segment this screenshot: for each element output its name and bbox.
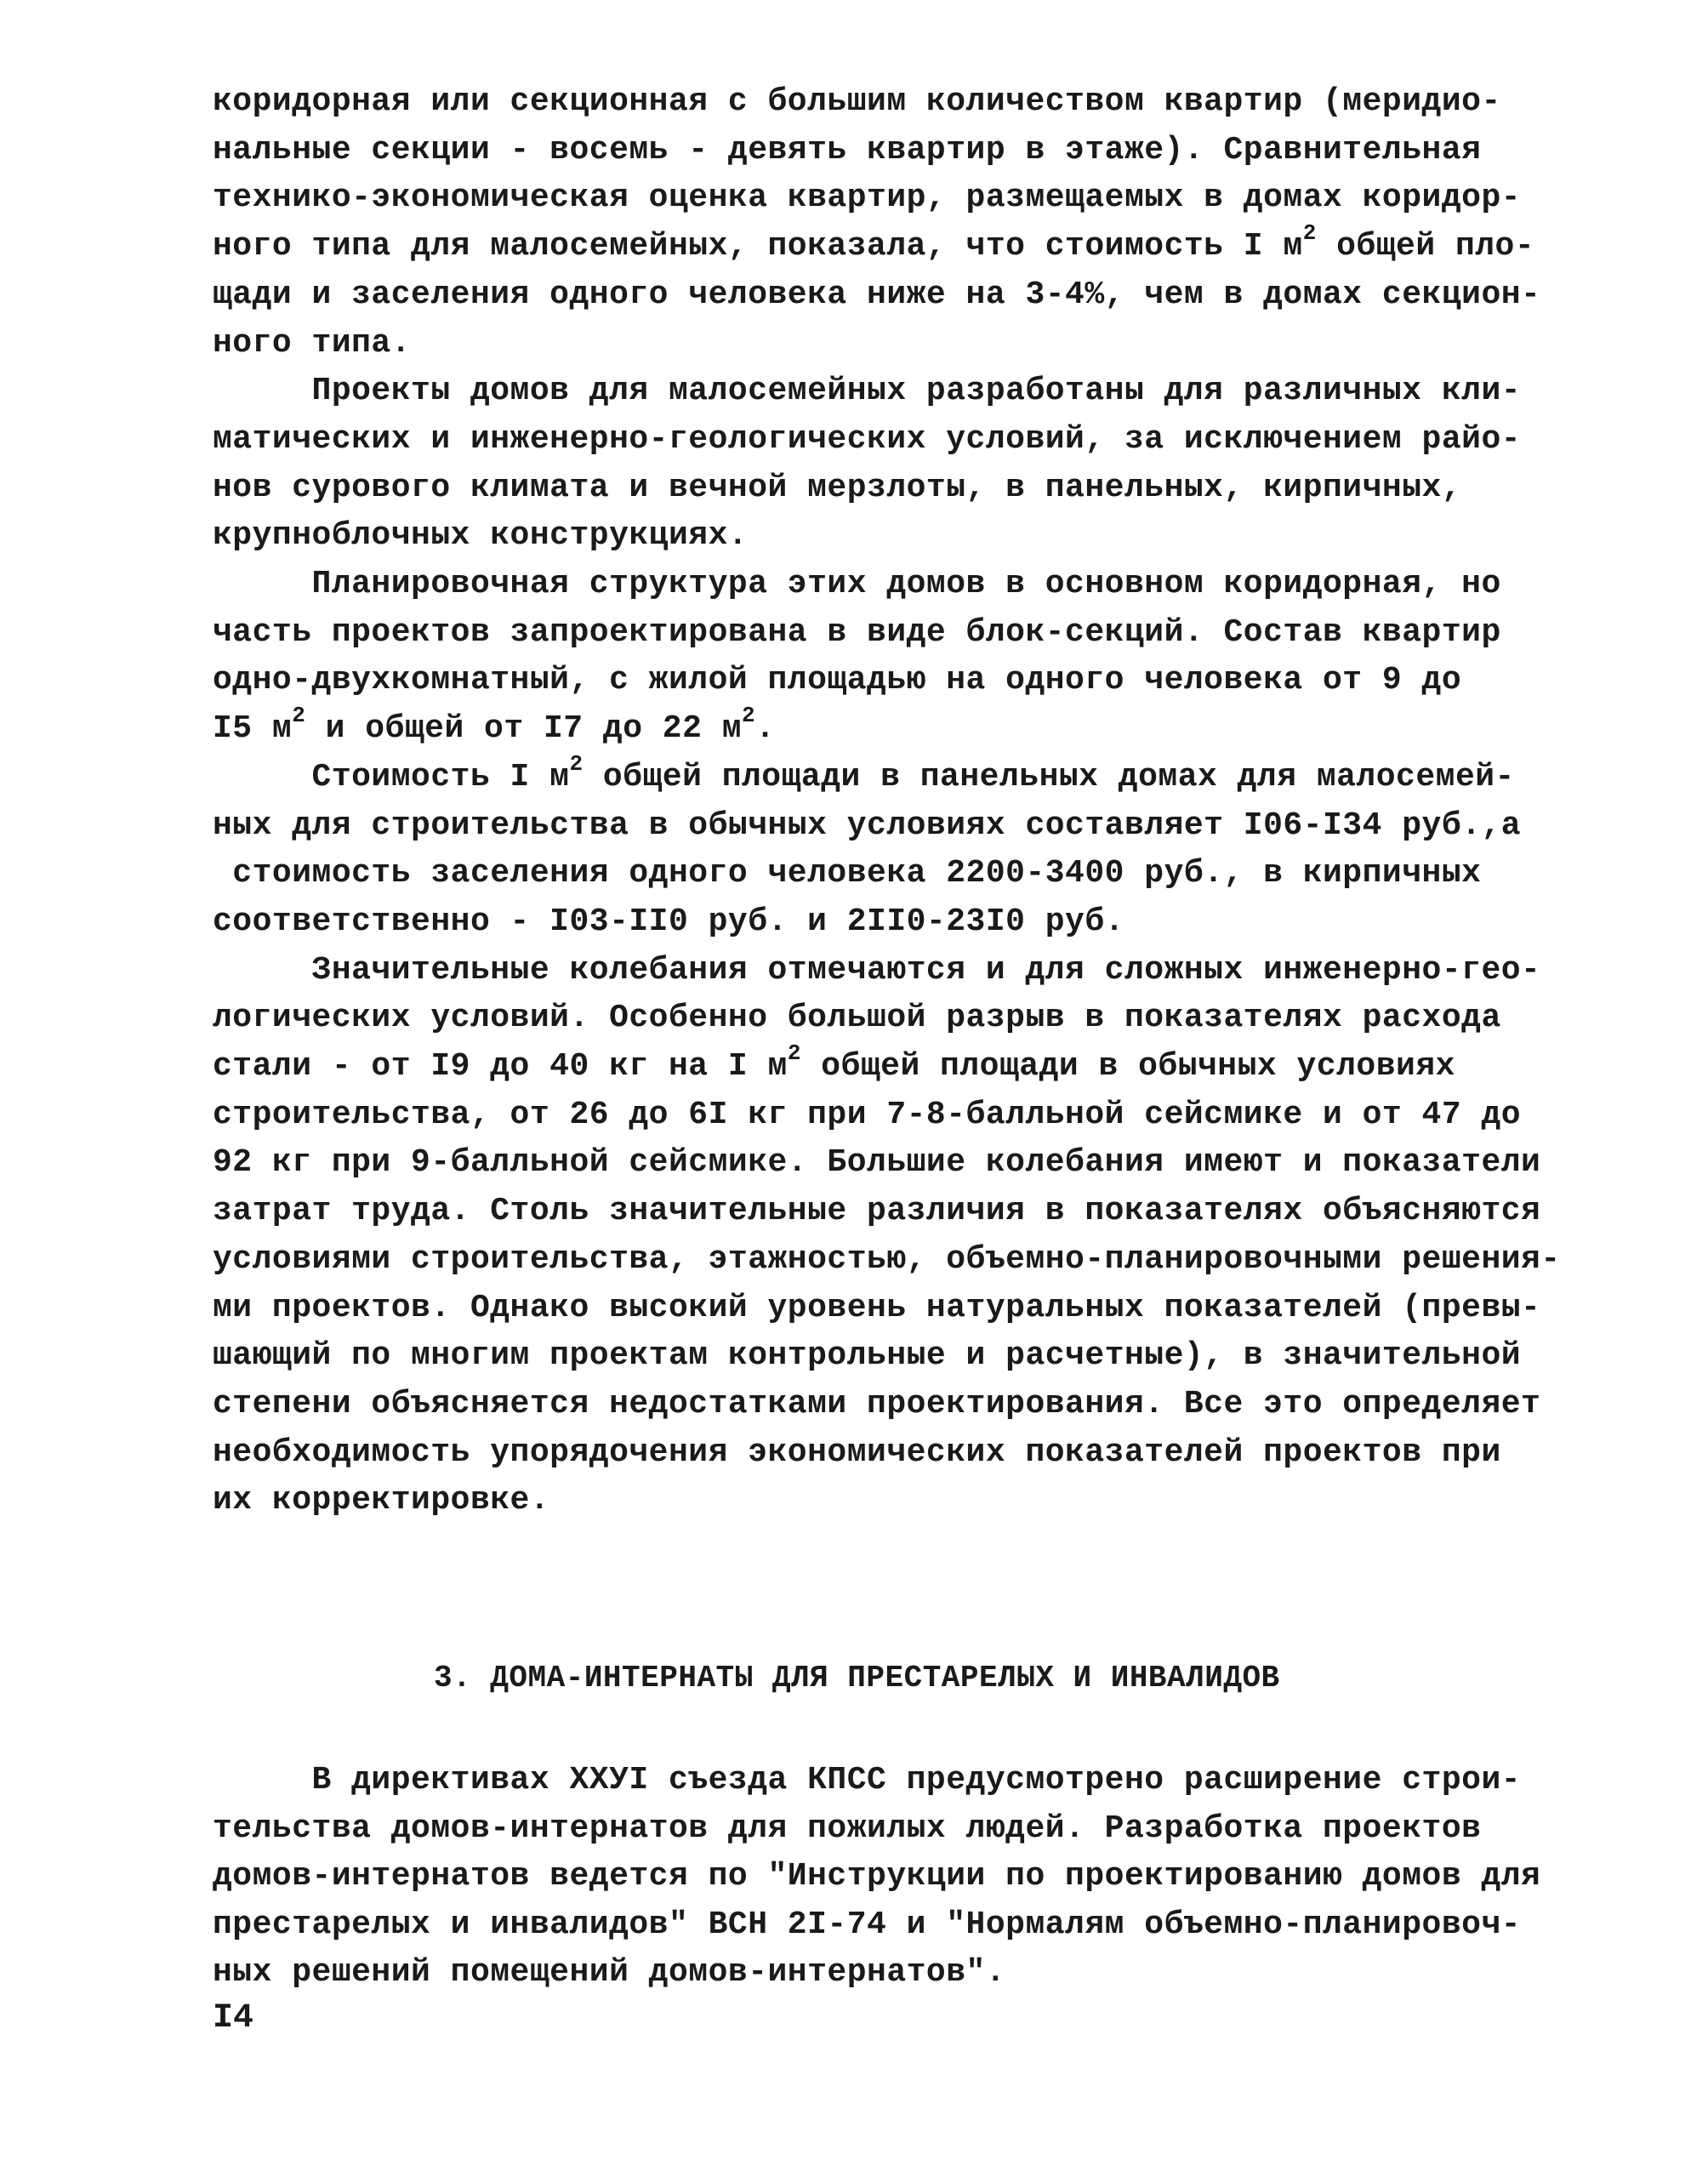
text-line [213,1429,1501,1477]
text-line [213,898,1124,946]
line-text: В директивах ХХУI съезда КПСС предусмотрено расширение строи- [213,1762,1522,1798]
line-text: домов-интернатов ведется по "Инструкции по проектированию домов для [213,1858,1541,1895]
line-text: шающий по многим проектам контрольные и расчетные), в значительной [213,1337,1522,1375]
text-line [213,561,1501,608]
line-text: условиями строительства, этажностью, объемно-планировочными решения- [213,1240,1561,1278]
text-line [213,320,411,368]
text-line [213,1188,1540,1235]
line-text: степени объясняется недостатками проектирования. Все это определяет [213,1385,1541,1422]
text-line [213,609,1501,657]
text-line [213,1477,549,1525]
text-line [213,416,1521,464]
line-text: ных для строительства в обычных условиях составляет I06-I34 руб.,а [213,806,1522,844]
line-text: общей пло- [1316,228,1535,265]
text-line [213,850,1481,898]
line-text: ми проектов. Однако высокий уровень натуральных показателей (превы- [213,1289,1541,1326]
line-text: Значительные колебания отмечаются и для сложных инженерно-гео- [213,951,1541,989]
line-text: ных решений помещений домов-интернатов". [213,1954,1006,1991]
line-text: крупноблочных конструкциях. [213,517,749,555]
line-text: щади и заселения одного человека ниже на 3-4%, чем в домах секцион- [213,276,1541,313]
line-text: общей площади в панельных домах для малосемей- [583,758,1515,795]
line-text: затрат труда. Столь значительные различия в показателях объясняются [213,1193,1541,1230]
superscript: 2 [787,1040,801,1066]
line-text: Проекты домов для малосемейных разработаны для различных кли- [213,373,1522,410]
text-line [213,1949,1005,1997]
line-text: логических условий. Особенно большой разрыв в показателях расхода [213,1000,1501,1037]
text-line [213,174,1521,222]
text-line [213,995,1501,1042]
text-line [213,1139,1540,1187]
text-line [213,947,1540,995]
page-number: I4 [213,1999,254,2037]
text-line [213,1853,1540,1901]
line-text: соответственно - I03-II0 руб. и 2II0-23I0 руб. [213,903,1124,940]
text-line [213,1901,1521,1949]
text-line [213,512,748,560]
text-line [213,1381,1540,1428]
line-text: коридорная или секционная с большим количеством квартир (меридио- [213,83,1501,120]
line-text: ного типа. [213,324,412,362]
line-text: одно-двухкомнатный, с жилой площадью на одного человека от 9 до [213,662,1462,699]
text-line [213,1805,1481,1853]
line-text: строительства, от 26 до 6I кг при 7-8-балльной сейсмике и от 47 до [213,1096,1522,1133]
text-line [213,1236,1561,1284]
text-line [213,657,1461,704]
line-text: престарелых и инвалидов" ВСН 2I-74 и "Нормалям объемно-планировоч- [213,1906,1522,1943]
line-text: необходимость упорядочения экономических показателей проектов при [213,1433,1501,1471]
text-line [213,705,775,753]
line-text: нальные секции - восемь - девять квартир в этаже). Сравнительная [213,131,1482,168]
superscript: 2 [292,703,306,729]
text-line [213,78,1501,126]
superscript: 2 [742,703,756,729]
superscript: 2 [569,750,584,777]
line-text: стоимость заселения одного человека 2200-3400 руб., в кирпичных [213,855,1482,892]
line-text: I5 м [213,710,293,748]
line-text: часть проектов запроектирована в виде блок-секций. Состав квартир [213,613,1501,651]
section-heading: 3. ДОМА-ИНТЕРНАТЫ ДЛЯ ПРЕСТАРЕЛЫХ И ИНВАЛИДОВ [434,1661,1280,1696]
line-text: матических и инженерно-геологических условий, за исключением райо- [213,420,1522,458]
line-text: технико-экономическая оценка квартир, размещаемых в домах коридор- [213,180,1522,217]
line-text: . [755,710,776,748]
line-text: 92 кг при 9-балльной сейсмике. Большие колебания имеют и показатели [213,1144,1541,1182]
line-text: их корректировке. [213,1482,550,1519]
text-line [213,1332,1521,1380]
text-line [213,464,1461,512]
superscript: 2 [1302,220,1317,247]
line-text: стали - от I9 до 40 кг на I м [213,1048,788,1085]
line-text: ного типа для малосемейных, показала, что стоимость I м [213,228,1303,265]
text-line [213,271,1540,319]
line-text: общей площади в обычных условиях [800,1048,1455,1085]
text-line [213,1091,1521,1139]
line-text: тельства домов-интернатов для пожилых людей. Разработка проектов [213,1809,1482,1847]
text-line [213,1757,1521,1804]
text-line [213,127,1481,174]
text-line [213,1040,1455,1091]
text-line [213,220,1535,271]
line-text: Стоимость I м [213,758,570,795]
line-text: нов сурового климата и вечной мерзлоты, в панельных, кирпичных, [213,469,1462,506]
text-line [213,1285,1540,1332]
text-line [213,368,1521,415]
text-line [213,802,1521,850]
line-text: Планировочная структура этих домов в основном коридорная, но [213,566,1501,602]
line-text: и общей от I7 до 22 м [305,710,743,748]
text-line [213,750,1515,801]
